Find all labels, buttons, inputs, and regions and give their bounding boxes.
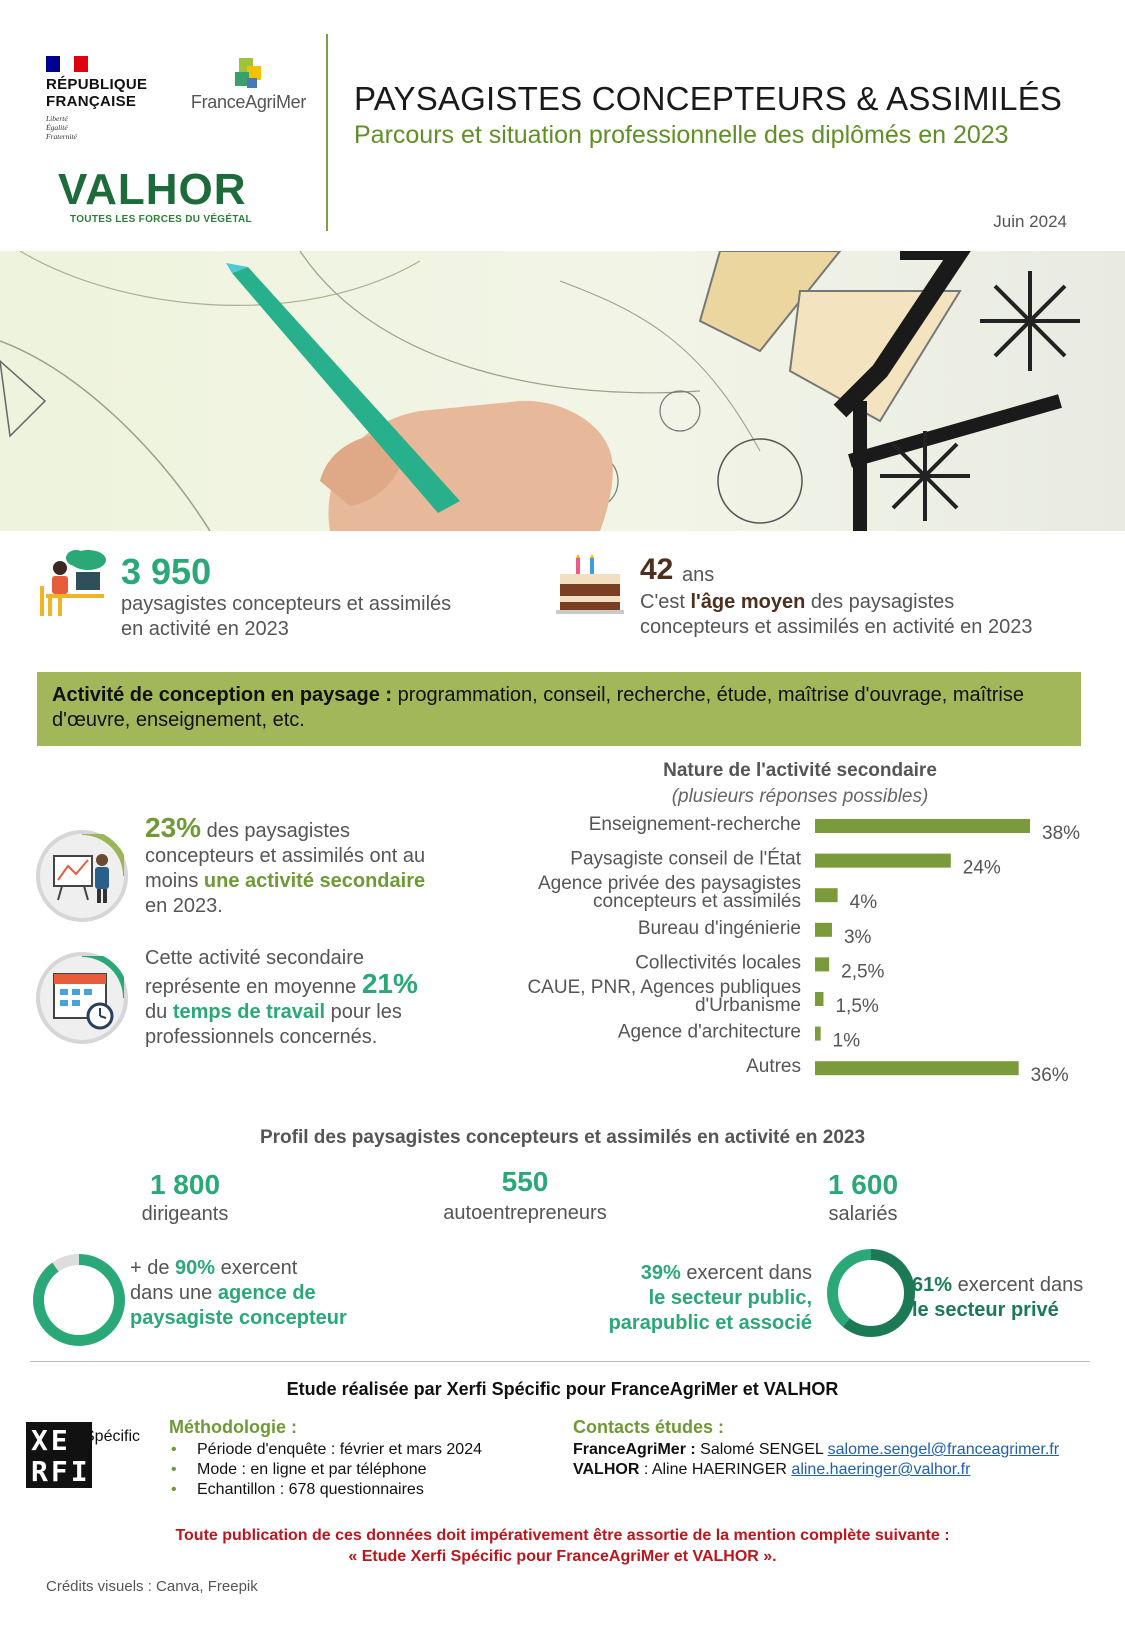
chart-value-label: 4% — [849, 892, 878, 914]
public-sector-text: 39% exercent dans le secteur public, parapublic et associé — [608, 1262, 812, 1334]
chart-bar — [815, 923, 832, 937]
autoentrepreneurs-count: 550 — [501, 1166, 549, 1197]
chart-category-label: Bureau d'ingénierie — [637, 917, 801, 939]
chart-value-label: 3% — [843, 926, 872, 948]
valhor-wordmark: VALHOR — [58, 165, 247, 214]
workers-count: 3 950 — [121, 551, 212, 592]
chart-category-label: Collectivités locales — [635, 952, 801, 974]
time-share-percent: 21% — [361, 968, 418, 999]
chart-value-label: 2,5% — [841, 961, 885, 983]
franceagrimer-name: FranceAgriMer — [190, 92, 307, 112]
calendar-clock-icon — [36, 952, 128, 1044]
publication-date: Juin 2024 — [993, 212, 1067, 231]
hero-landscape-drawing-image — [0, 251, 1125, 531]
contact-valhor: VALHOR : Aline HAERINGER aline.haeringer@valhor.fr — [573, 1461, 971, 1478]
study-credit: Etude réalisée par Xerfi Spécific pour FranceAgriMer et VALHOR — [286, 1379, 839, 1399]
chart-category-label: Agence d'architecture — [617, 1021, 801, 1043]
chart-value-label: 1,5% — [835, 996, 879, 1017]
person-at-computer-icon — [38, 548, 108, 618]
salaries-donut-chart — [826, 1248, 916, 1338]
dirigeants-donut-text: + de 90% exercent dans une agence de paysagiste concepteur — [130, 1257, 347, 1329]
salaries-count: 1 600 — [827, 1169, 899, 1200]
page-title: PAYSAGISTES CONCEPTEURS & ASSIMILÉS — [354, 80, 1063, 117]
chart-subtitle: (plusieurs réponses possibles) — [671, 786, 929, 807]
donut-segment-agence — [39, 1260, 120, 1341]
profile-title: Profil des paysagistes concepteurs et assimilés en activité en 2023 — [259, 1127, 866, 1148]
chart-value-label: 24% — [962, 857, 1001, 879]
chart-value-label: 1% — [832, 1030, 861, 1052]
autoentrepreneurs-label: autoentrepreneurs — [443, 1202, 607, 1224]
contact-franceagrimer: FranceAgriMer : Salomé SENGEL salome.sengel@franceagrimer.fr — [573, 1441, 1060, 1458]
republique-title: RÉPUBLIQUE FRANÇAISE — [46, 76, 148, 110]
chart-category-label: concepteurs et assimilés — [592, 891, 801, 913]
chart-bar — [815, 992, 823, 1006]
xerfi-logo — [26, 1422, 92, 1488]
average-age-number: 42 — [640, 553, 674, 586]
xerfi-specific-tag: Spécific — [84, 1428, 141, 1445]
secondary-activity-text: 23% des paysagistes concepteurs et assimilés ont au moins une activité secondaire en 2023. — [145, 812, 426, 917]
secondary-activity-percent: 23% — [145, 812, 202, 843]
presenter-board-icon — [36, 830, 128, 922]
private-sector-text: 61% exercent dans le secteur privé — [912, 1274, 1084, 1321]
methodology-list — [169, 1440, 482, 1500]
workers-description: paysagistes concepteurs et assimilés en activité en 2023 — [121, 593, 452, 640]
email-link-sengel[interactable]: salome.sengel@franceagrimer.fr — [827, 1441, 1060, 1458]
chart-category-label: Agence privée des paysagistes — [538, 873, 801, 895]
contacts-list — [573, 1440, 1059, 1480]
list-item: • Mode : en ligne et par téléphone — [169, 1460, 482, 1480]
chart-bar — [815, 957, 829, 971]
page-subtitle: Parcours et situation professionnelle des diplômés en 2023 — [354, 121, 1009, 149]
chart-category-label: CAUE, PNR, Agences publiques — [527, 977, 801, 998]
dirigeants-label: dirigeants — [141, 1203, 229, 1225]
chart-title: Nature de l'activité secondaire — [663, 760, 937, 781]
valhor-logo — [58, 165, 278, 225]
average-age-description: C'est l'âge moyen des paysagistes concepteurs et assimilés en activité en 2023 — [640, 591, 1033, 638]
birthday-cake-icon — [556, 554, 624, 618]
footer-divider — [30, 1361, 1090, 1362]
contacts-title: Contacts études : — [573, 1417, 725, 1437]
chart-bar — [815, 854, 951, 868]
republique-francaise-logo — [46, 56, 156, 141]
chart-category-label: Autres — [746, 1056, 801, 1078]
valhor-tagline: TOUTES LES FORCES DU VÉGÉTAL — [70, 214, 252, 225]
chart-category-label: Enseignement-recherche — [588, 814, 801, 835]
list-item: • Echantillon : 678 questionnaires — [169, 1480, 482, 1500]
republique-motto: Liberté Égalité Fraternité — [46, 114, 77, 141]
dirigeants-donut-chart — [32, 1253, 126, 1347]
salaries-label: salariés — [828, 1203, 898, 1225]
legal-mention: Toute publication de ces données doit impérativement être assortie de la mention complète suivante : « Etude Xerfi Spécific pour FranceAgriMer et VALHOR ». — [175, 1527, 950, 1565]
chart-bar — [815, 1061, 1019, 1075]
visual-credits: Crédits visuels : Canva, Freepik — [46, 1578, 258, 1595]
franceagrimer-mark-icon — [233, 58, 265, 90]
chart-bar — [815, 1027, 821, 1041]
secondary-activity-bar-chart — [490, 810, 1090, 1100]
chart-category-label: Paysagiste conseil de l'État — [570, 848, 801, 870]
franceagrimer-logo — [186, 58, 311, 113]
chart-bar — [815, 819, 1030, 833]
chart-category-label: d'Urbanisme — [694, 995, 801, 1016]
activity-definition-banner: Activité de conception en paysage : programmation, conseil, recherche, étude, maîtrise d'ouvrage, maîtrise d'œuvre, enseignement, etc. — [37, 672, 1081, 746]
french-flag-icon — [46, 56, 88, 72]
time-share-text: Cette activité secondaire représente en moyenne 21% du temps de travail pour les professionnels concernés. — [145, 947, 418, 1048]
list-item: • Période d'enquête : février et mars 2024 — [169, 1440, 482, 1460]
chart-bar — [815, 888, 838, 902]
average-age-unit: ans — [682, 564, 715, 586]
email-link-haeringer[interactable]: aline.haeringer@valhor.fr — [791, 1461, 971, 1478]
chart-value-label: 38% — [1042, 823, 1081, 844]
chart-value-label: 36% — [1030, 1065, 1069, 1087]
dirigeants-count: 1 800 — [149, 1169, 221, 1200]
xerfi-wordmark: XE RFI — [26, 1422, 92, 1488]
methodology-title: Méthodologie : — [169, 1417, 297, 1437]
header-divider — [326, 34, 328, 231]
